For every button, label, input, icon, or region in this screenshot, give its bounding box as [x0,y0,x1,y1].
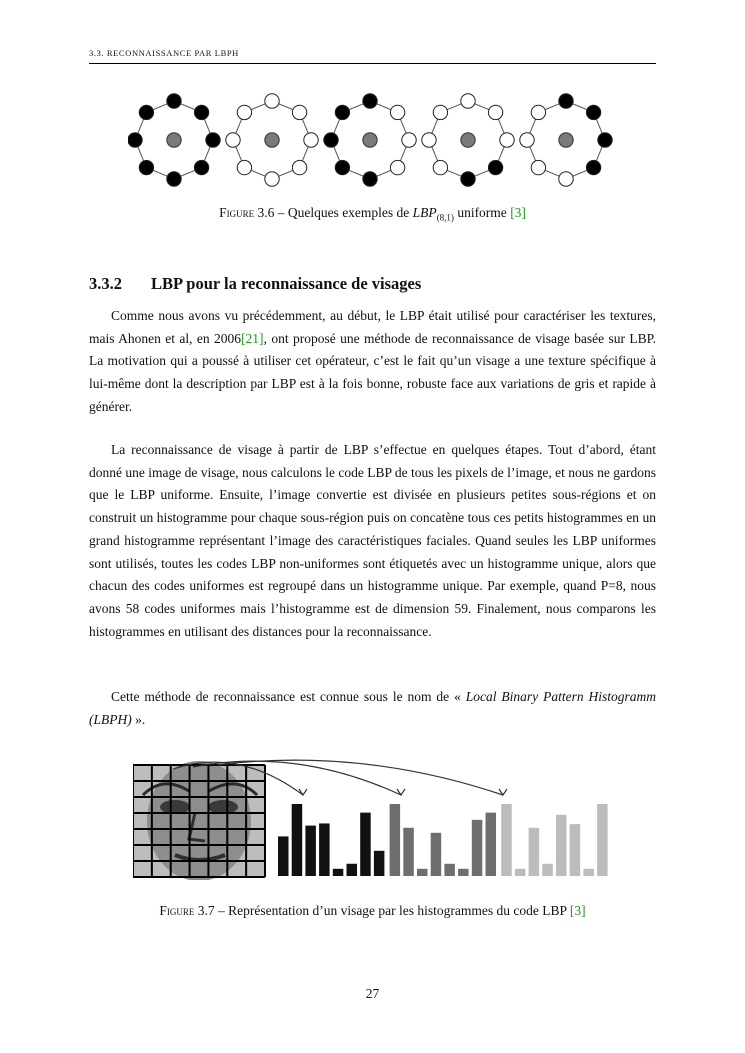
neighbor-pixel [390,160,404,174]
citation-link[interactable]: [3] [569,903,586,918]
caption-label: Figure 3.7 [159,903,215,918]
histogram-bar [570,824,581,876]
neighbor-pixel [598,133,612,147]
neighbor-pixel [265,172,279,186]
neighbor-pixel [586,160,600,174]
histogram-bar [458,869,469,876]
neighbor-pixel [531,160,545,174]
histogram-bar [374,851,385,876]
neighbor-pixel [461,94,475,108]
neighbor-pixel [520,133,534,147]
histogram-bar [556,815,567,876]
histogram-bar [292,804,303,876]
neighbor-pixel [206,133,220,147]
neighbor-pixel [237,160,251,174]
center-pixel [265,133,279,147]
paragraph-1-text-end: , ont proposé une méthode de reconnaissance de visage basée sur LBP. La motivation qui a poussé à utiliser cet opérateur, c’est le fait qu’un visage a une texture spécifique à lui-même dont la description par LBP est à la fois bonne, robuste face aux variations de gris et rapide à générer. [89,330,656,414]
histogram-bar [472,820,483,876]
histogram-bar [542,864,553,876]
neighbor-pixel [167,94,181,108]
paragraph-2: La reconnaissance de visage à partir de LBP s’effectue en quelques étapes. Tout d’abord, étant donné une image de visage, nous calculons le code LBP de tous les pixels de l’image, et nous ne gardons que le LBP uniforme. Ensuite, l’image convertie est divisée en plusieurs petites sous-régions et on construit un histogramme pour chaque sous-région puis on concatène tous ces petits histogrammes en un grand histogramme représentant l’image des caractéristiques faciales. Quand seules les LBP uniformes sont utilisés, toutes les codes LBP non-uniformes sont étiquetés avec un histogramme unique, alors que chacun des codes uniformes est regroupé dans un histogramme unique. Par exemple, quand P=8, nous avons 58 codes uniformes mais l’histogramme est de dimension 59. Finalement, nous comparons les histogrammes en utilisant des distances pour la reconnaissance. [89,442,656,639]
center-pixel [461,133,475,147]
figure-3-6-caption [89,205,656,223]
sub-region-histogram [278,804,384,876]
neighbor-pixel [324,133,338,147]
neighbor-pixel [422,133,436,147]
face-histogram-figure [133,755,608,880]
histogram-bar [333,869,344,876]
page-number: 27 [365,986,380,1001]
neighbor-pixel [531,105,545,119]
caption-text-end: uniforme [453,205,511,220]
neighbor-pixel [292,105,306,119]
neighbor-pixel [559,172,573,186]
lbp-pattern [226,94,318,186]
neighbor-pixel [402,133,416,147]
arrow-head [299,789,307,795]
paragraph-1-text: Comme nous avons vu précédemment, au début, le LBP était utilisé pour caractériser les textures, mais Ahonen et al, en 2006 [89,308,656,346]
neighbor-pixel [128,133,142,147]
section-heading [89,274,421,294]
neighbor-pixel [500,133,514,147]
histogram-bar [403,828,414,876]
neighbor-pixel [304,133,318,147]
histogram-bar [278,836,289,876]
center-pixel [363,133,377,147]
neighbor-pixel [488,160,502,174]
figure-3-7-caption [89,903,656,919]
caption-math: LBP [412,205,437,220]
running-head: 3.3. RECONNAISSANCE PAR LBPH [89,48,239,58]
neighbor-pixel [139,160,153,174]
paragraph-3 [89,686,656,731]
section-number: 3.3.2 [89,274,122,293]
caption-label: Figure 3.6 [219,205,275,220]
paragraph-3-text: Cette méthode de reconnaissance est connue sous le nom de « [111,689,466,704]
neighbor-pixel [226,133,240,147]
face-grid-image [133,761,265,880]
neighbor-pixel [194,160,208,174]
neighbor-pixel [559,94,573,108]
neighbor-pixel [488,105,502,119]
neighbor-pixel [461,172,475,186]
neighbor-pixel [363,94,377,108]
histogram-bar [390,804,401,876]
lbp-uniform-patterns-figure [128,88,618,196]
neighbor-pixel [586,105,600,119]
histogram-bar [360,813,371,876]
neighbor-pixel [335,160,349,174]
histogram-bar [431,833,442,876]
neighbor-pixel [237,105,251,119]
neighbor-pixel [433,160,447,174]
histogram-bar [417,869,428,876]
histogram-bar [444,864,455,876]
histogram-bar [597,804,608,876]
histogram-bar [529,828,540,876]
center-pixel [559,133,573,147]
neighbor-pixel [194,105,208,119]
center-pixel [167,133,181,147]
citation-link[interactable]: [21] [241,330,264,346]
neighbor-pixel [335,105,349,119]
paragraph-3-text-end: ». [131,711,146,727]
face-shape [147,761,251,880]
caption-text: Quelques exemples de [287,205,413,220]
histogram-bar [486,813,497,876]
lbp-pattern [324,94,416,186]
paragraph-1 [89,305,656,419]
histogram-bar [305,826,316,876]
header-rule [89,63,656,64]
neighbor-pixel [292,160,306,174]
neighbor-pixel [433,105,447,119]
method-name: Local Binary Pattern Histogramm (LBPH) [89,689,656,727]
histogram-bar [501,804,512,876]
histogram-bar [347,864,358,876]
face-eye-left [160,800,190,814]
neighbor-pixel [167,172,181,186]
histogram-bar [583,869,594,876]
sub-region-histogram [390,804,496,876]
face-eye-right [208,800,238,814]
caption-separator: – [274,205,288,220]
caption-text: Représentation d’un visage par les histogrammes du code LBP [228,903,570,918]
neighbor-pixel [139,105,153,119]
lbp-pattern [520,94,612,186]
citation-link[interactable]: [3] [510,205,526,220]
section-title: LBP pour la reconnaissance de visages [151,274,422,293]
neighbor-pixel [363,172,377,186]
neighbor-pixel [390,105,404,119]
caption-subscript: (8,1) [436,212,454,223]
histogram-bar [515,869,526,876]
lbp-pattern [128,94,220,186]
lbp-pattern [422,94,514,186]
histogram-bar [319,823,330,876]
sub-region-histogram [501,804,607,876]
neighbor-pixel [265,94,279,108]
caption-separator: – [214,903,229,918]
